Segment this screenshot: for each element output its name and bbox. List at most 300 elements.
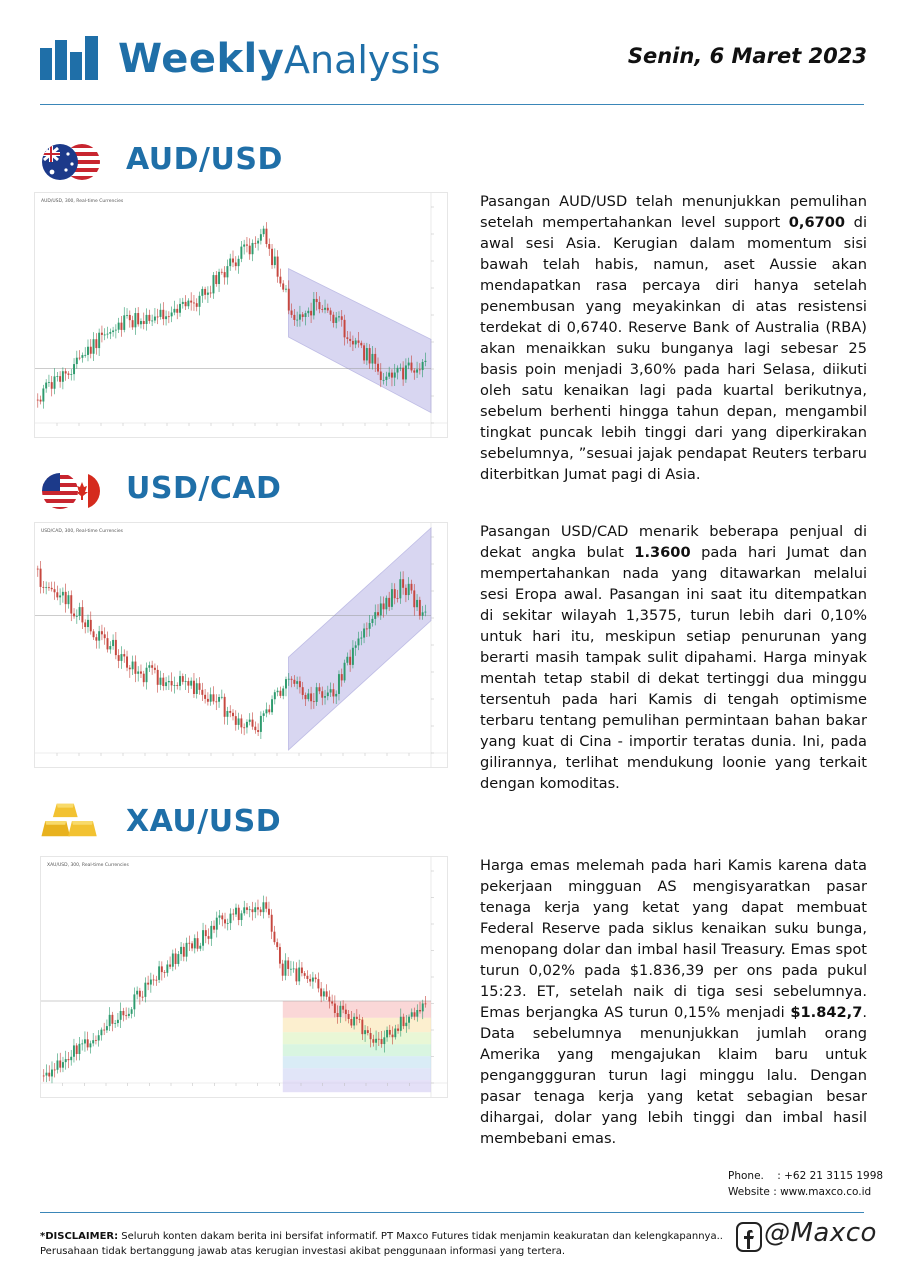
candle-body bbox=[288, 289, 290, 311]
paragraph-text: di awal sesi Asia. Kerugian dalam momentum sisi bawah telah habis, namun, aset Aussie akan mendapatkan rasa percaya diri hanya setelah penembusan yang meyakinkan di atas resistensi terdekat di 0,6740. Reserve Bank of Australia (RBA) akan menaikkan suku bunganya lagi sebesar 25 basis poin menjadi 3,60% pada hari Selasa, diikuti oleh satu kenaikan lagi pada kuartal berikutnya, sebelum berhenti hingga tahun depan, mengambil tingkat puncak lebih tinggi dari yang diperkirakan sebelumnya, ”sesuai jajak pendapat Reuters terbaru diterbitkan Jumat pagi di Asia. bbox=[480, 214, 867, 483]
candle-body bbox=[201, 289, 203, 296]
candle-body bbox=[146, 668, 148, 682]
candle-body bbox=[341, 316, 343, 320]
candle-body bbox=[210, 293, 212, 294]
price-channel bbox=[288, 269, 431, 413]
candle-body bbox=[408, 1017, 410, 1023]
section-title-audusd: AUD/USD bbox=[126, 142, 283, 177]
candle-body bbox=[207, 293, 209, 295]
audusd-analysis-text bbox=[480, 191, 867, 485]
candle-body bbox=[350, 1019, 352, 1025]
candle-body bbox=[73, 364, 75, 374]
candle-body bbox=[377, 364, 379, 372]
candle-body bbox=[123, 315, 125, 330]
us-ca-flag-icon bbox=[40, 471, 102, 511]
chart-caption: AUD/USD, 300, Real-time Currencies bbox=[41, 199, 124, 204]
candle-body bbox=[59, 595, 61, 597]
candle-body bbox=[120, 654, 122, 661]
candle-body bbox=[299, 314, 301, 319]
candle-body bbox=[271, 249, 273, 265]
candle-body bbox=[257, 241, 259, 244]
candle-body bbox=[197, 938, 199, 949]
candle-body bbox=[386, 1030, 388, 1037]
candle-body bbox=[411, 584, 413, 591]
candle-body bbox=[59, 1060, 61, 1067]
candle-body bbox=[369, 623, 371, 629]
candle-body bbox=[153, 980, 155, 981]
candle-body bbox=[310, 693, 312, 701]
disclaimer bbox=[40, 1229, 730, 1259]
candle-body bbox=[358, 340, 360, 342]
candle-body bbox=[227, 923, 229, 924]
candle-body bbox=[101, 631, 103, 634]
candle-body bbox=[188, 943, 190, 944]
candle-body bbox=[204, 695, 206, 699]
report-title-weekly: Weekly bbox=[118, 36, 285, 82]
candle-body bbox=[219, 915, 221, 917]
candle-body bbox=[334, 1004, 336, 1013]
candle-body bbox=[90, 620, 92, 631]
candle-body bbox=[324, 308, 326, 310]
candle-body bbox=[370, 1033, 372, 1039]
candle-body bbox=[344, 663, 346, 681]
candle-body bbox=[328, 997, 330, 1002]
candle-body bbox=[93, 339, 95, 354]
candle-body bbox=[323, 991, 325, 996]
candle-body bbox=[56, 376, 58, 377]
candle-body bbox=[169, 964, 171, 966]
header-divider bbox=[40, 104, 864, 105]
candle-body bbox=[78, 1044, 80, 1054]
website-label: Website bbox=[728, 1186, 770, 1198]
candle-body bbox=[196, 683, 198, 694]
candle-body bbox=[84, 355, 86, 356]
candle-body bbox=[221, 272, 223, 273]
report-title-analysis: Analysis bbox=[284, 38, 441, 82]
candle-body bbox=[190, 301, 192, 303]
candle-body bbox=[221, 697, 223, 698]
candle-body bbox=[312, 978, 314, 982]
candle-body bbox=[232, 914, 234, 915]
candle-body bbox=[134, 662, 136, 674]
candle-body bbox=[144, 983, 146, 997]
candle-body bbox=[107, 638, 109, 649]
candle-body bbox=[151, 321, 153, 322]
candle-body bbox=[363, 345, 365, 360]
candle-body bbox=[46, 1073, 48, 1076]
candle-body bbox=[162, 678, 164, 686]
candle-body bbox=[397, 1029, 399, 1031]
candle-body bbox=[341, 674, 343, 680]
section-title-usdcad: USD/CAD bbox=[126, 471, 282, 506]
candle-body bbox=[408, 584, 410, 595]
candle-body bbox=[353, 1017, 355, 1026]
usdcad-analysis-text bbox=[480, 521, 867, 794]
candle-body bbox=[154, 317, 156, 321]
candle-body bbox=[148, 315, 150, 321]
candle-body bbox=[238, 718, 240, 724]
candle-body bbox=[87, 347, 89, 355]
candle-body bbox=[151, 665, 153, 668]
candle-body bbox=[339, 1006, 341, 1017]
candle-body bbox=[59, 376, 61, 382]
maxco-bars-logo-icon bbox=[40, 36, 98, 80]
candle-body bbox=[332, 689, 334, 696]
candle-body bbox=[79, 607, 81, 616]
disclaimer-label: *DISCLAIMER: bbox=[40, 1231, 119, 1242]
paragraph-text: . Data sebelumnya menunjukkan jumlah orang Amerika yang mengajukan klaim baru untuk penganggguran turun lagi minggu lalu. Dengan pasar tenaga kerja yang ketat sebagian besar dihargai, dolar yang lebih tinggi dan imbal hasil membebani emas. bbox=[480, 1004, 867, 1147]
candle-body bbox=[190, 681, 192, 686]
candle-body bbox=[260, 716, 262, 732]
candle-body bbox=[126, 315, 128, 316]
candle-body bbox=[419, 369, 421, 370]
candle-body bbox=[117, 1020, 119, 1023]
candle-body bbox=[140, 321, 142, 324]
candle-body bbox=[243, 727, 245, 728]
price-channel bbox=[288, 528, 431, 750]
candle-body bbox=[98, 631, 100, 640]
candle-body bbox=[241, 913, 243, 920]
candle-body bbox=[56, 592, 58, 597]
candle-body bbox=[81, 607, 83, 622]
candle-body bbox=[76, 616, 78, 617]
candle-body bbox=[164, 972, 166, 973]
candle-body bbox=[172, 954, 174, 967]
candle-body bbox=[213, 275, 215, 293]
candle-body bbox=[243, 907, 245, 913]
candle-body bbox=[371, 619, 373, 623]
candle-body bbox=[276, 942, 278, 947]
candle-body bbox=[199, 946, 201, 949]
candle-body bbox=[230, 914, 232, 924]
candle-body bbox=[252, 243, 254, 254]
candle-body bbox=[175, 954, 177, 964]
candle-body bbox=[194, 938, 196, 948]
candle-body bbox=[84, 1039, 86, 1043]
candle-body bbox=[171, 681, 173, 685]
candle-body bbox=[87, 620, 89, 627]
candle-body bbox=[405, 365, 407, 379]
phone-value: : +62 21 3115 1998 bbox=[777, 1170, 884, 1182]
candle-body bbox=[326, 991, 328, 996]
candle-body bbox=[120, 323, 122, 330]
candle-body bbox=[128, 1014, 130, 1016]
candle-body bbox=[179, 676, 181, 686]
chart-caption: USD/CAD, 300, Real-time Currencies bbox=[41, 529, 124, 534]
candle-body bbox=[62, 592, 64, 596]
candle-body bbox=[238, 259, 240, 266]
candle-body bbox=[42, 388, 44, 401]
candle-body bbox=[366, 348, 368, 360]
candle-body bbox=[48, 382, 50, 383]
candle-body bbox=[201, 690, 203, 695]
candle-body bbox=[268, 909, 270, 915]
candle-body bbox=[48, 587, 50, 588]
candle-body bbox=[142, 997, 144, 998]
candle-body bbox=[260, 234, 262, 240]
candle-body bbox=[45, 587, 47, 588]
candle-body bbox=[355, 340, 357, 344]
candle-body bbox=[349, 339, 351, 341]
candle-body bbox=[324, 696, 326, 698]
candle-body bbox=[293, 315, 295, 320]
candle-body bbox=[81, 355, 83, 358]
candle-body bbox=[321, 309, 323, 310]
candle-body bbox=[143, 674, 145, 682]
candle-body bbox=[123, 654, 125, 656]
candle-body bbox=[213, 926, 215, 930]
candle-body bbox=[98, 1035, 100, 1040]
candle-body bbox=[106, 1026, 108, 1030]
candle-body bbox=[265, 902, 267, 908]
candle-body bbox=[95, 637, 97, 640]
candle-body bbox=[103, 1030, 105, 1031]
candle-body bbox=[182, 302, 184, 304]
contact-website bbox=[728, 1184, 871, 1200]
candle-body bbox=[76, 358, 78, 364]
candle-body bbox=[413, 590, 415, 607]
candle-body bbox=[187, 681, 189, 686]
candle-body bbox=[414, 1012, 416, 1016]
chart-caption: XAU/USD, 300, Real-time Currencies bbox=[47, 863, 129, 868]
candle-body bbox=[394, 1029, 396, 1038]
candle-body bbox=[193, 681, 195, 694]
candle-body bbox=[40, 400, 42, 402]
candle-body bbox=[391, 589, 393, 607]
candle-body bbox=[155, 980, 157, 981]
candle-body bbox=[366, 629, 368, 630]
candle-body bbox=[277, 691, 279, 692]
candle-body bbox=[361, 1020, 363, 1035]
candle-body bbox=[287, 960, 289, 969]
candle-body bbox=[199, 296, 201, 307]
candle-body bbox=[191, 943, 193, 948]
candle-body bbox=[133, 994, 135, 1009]
candle-body bbox=[405, 588, 407, 595]
candle-body bbox=[196, 303, 198, 307]
candle-body bbox=[352, 341, 354, 344]
candle-body bbox=[45, 383, 47, 389]
candle-body bbox=[335, 694, 337, 696]
candle-body bbox=[109, 1015, 111, 1026]
candle-body bbox=[419, 600, 421, 616]
candle-body bbox=[371, 354, 373, 364]
highlighted-price: 0,6700 bbox=[788, 214, 846, 231]
candle-body bbox=[51, 1070, 53, 1077]
candle-body bbox=[263, 713, 265, 716]
candle-body bbox=[40, 569, 42, 587]
candle-body bbox=[109, 332, 111, 334]
candle-body bbox=[359, 1019, 361, 1020]
candle-body bbox=[369, 348, 371, 363]
candle-body bbox=[332, 315, 334, 323]
candle-body bbox=[388, 598, 390, 607]
phone-label: Phone. bbox=[728, 1170, 764, 1182]
candle-body bbox=[388, 373, 390, 377]
candle-body bbox=[367, 1030, 369, 1033]
candle-body bbox=[210, 926, 212, 939]
candle-body bbox=[100, 1030, 102, 1036]
candle-body bbox=[101, 333, 103, 335]
candle-body bbox=[185, 681, 187, 682]
xauusd-price-chart bbox=[40, 856, 448, 1098]
candle-body bbox=[279, 691, 281, 696]
candle-body bbox=[232, 713, 234, 716]
candle-body bbox=[120, 1011, 122, 1020]
facebook-icon bbox=[736, 1222, 762, 1252]
candle-body bbox=[57, 1060, 59, 1069]
candle-body bbox=[246, 907, 248, 910]
candle-body bbox=[232, 259, 234, 263]
candle-body bbox=[161, 966, 163, 972]
candle-body bbox=[95, 339, 97, 348]
candle-body bbox=[65, 371, 67, 373]
candle-body bbox=[422, 362, 424, 370]
candle-body bbox=[282, 283, 284, 289]
candle-body bbox=[400, 1017, 402, 1031]
candle-body bbox=[98, 333, 100, 348]
candle-body bbox=[136, 991, 138, 995]
candle-body bbox=[243, 244, 245, 246]
candle-body bbox=[318, 302, 320, 309]
candle-body bbox=[235, 908, 237, 915]
candle-body bbox=[54, 1070, 56, 1071]
candle-body bbox=[168, 681, 170, 682]
report-date: Senin, 6 Maret 2023 bbox=[627, 44, 867, 68]
candle-body bbox=[291, 311, 293, 315]
candle-body bbox=[422, 1003, 424, 1011]
candle-body bbox=[381, 1039, 383, 1044]
candle-body bbox=[148, 665, 150, 667]
candle-body bbox=[320, 988, 322, 996]
candle-body bbox=[363, 629, 365, 638]
candle-body bbox=[380, 603, 382, 615]
candle-body bbox=[331, 1002, 333, 1004]
candle-body bbox=[122, 1011, 124, 1015]
candle-body bbox=[157, 670, 159, 685]
paragraph-text: pada hari Jumat dan mempertahankan nada yang ditawarkan melalui sesi Eropa awal. Pasangan ini saat itu ditempatkan di sekitar wilayah 1,3575, turun lebih dari 0,10% untuk hari itu, meskipun setiap penurunan yang berarti masih tampak sulit dipahami. Harga minyak mentah tetap stabil di dekat tertinggi dua minggu tersentuh pada hari Kamis di tengah optimisme terbaru tentang pemulihan permintaan bahan bakar yang kuat di Cina - importir teratas dunia. Ini, pada gilirannya, terlihat mendukung loonie yang terkait dengan komoditas. bbox=[480, 544, 867, 792]
candle-body bbox=[260, 910, 262, 913]
candle-body bbox=[383, 603, 385, 609]
candle-body bbox=[104, 335, 106, 336]
candle-body bbox=[293, 968, 295, 969]
candle-body bbox=[62, 371, 64, 382]
candle-body bbox=[229, 259, 231, 267]
candle-body bbox=[218, 272, 220, 284]
candle-body bbox=[397, 598, 399, 599]
candle-body bbox=[168, 316, 170, 317]
candle-body bbox=[402, 579, 404, 588]
candle-body bbox=[345, 1010, 347, 1014]
candle-body bbox=[224, 919, 226, 923]
candle-body bbox=[282, 964, 284, 976]
candle-body bbox=[405, 1023, 407, 1026]
candle-body bbox=[265, 709, 267, 713]
candle-body bbox=[392, 1035, 394, 1038]
candle-body bbox=[73, 1045, 75, 1056]
candle-body bbox=[115, 640, 117, 655]
candle-body bbox=[271, 699, 273, 712]
candle-body bbox=[176, 685, 178, 686]
contact-phone bbox=[728, 1168, 883, 1184]
candle-body bbox=[70, 374, 72, 375]
candle-body bbox=[112, 640, 114, 646]
candle-body bbox=[374, 354, 376, 364]
website-value: : www.maxco.co.id bbox=[773, 1186, 872, 1198]
candle-body bbox=[204, 289, 206, 295]
candle-body bbox=[157, 317, 159, 318]
candle-body bbox=[413, 370, 415, 372]
candle-body bbox=[48, 1073, 50, 1077]
candle-body bbox=[185, 302, 187, 306]
fib-zone bbox=[283, 1080, 431, 1092]
candle-body bbox=[399, 368, 401, 369]
candle-body bbox=[385, 377, 387, 380]
candle-body bbox=[263, 902, 265, 912]
gold-bars-icon bbox=[40, 800, 102, 840]
candle-body bbox=[137, 313, 139, 324]
candle-body bbox=[187, 301, 189, 307]
paragraph-text: Pasangan AUD/USD telah menunjukkan pemulihan setelah mempertahankan level support bbox=[480, 193, 867, 231]
candle-body bbox=[182, 676, 184, 682]
candle-body bbox=[279, 277, 281, 284]
candle-body bbox=[315, 978, 317, 980]
candle-body bbox=[295, 968, 297, 981]
candle-body bbox=[358, 639, 360, 646]
candle-body bbox=[364, 1030, 366, 1034]
candle-body bbox=[327, 308, 329, 311]
candle-body bbox=[330, 689, 332, 692]
au-us-flag-icon bbox=[40, 142, 102, 182]
candle-body bbox=[238, 908, 240, 920]
candle-body bbox=[107, 334, 109, 335]
candle-body bbox=[306, 976, 308, 979]
candle-body bbox=[394, 373, 396, 378]
candle-body bbox=[205, 930, 207, 936]
candle-body bbox=[226, 711, 228, 717]
fib-zone bbox=[283, 1032, 431, 1044]
candle-body bbox=[229, 711, 231, 713]
candle-body bbox=[293, 680, 295, 684]
candle-body bbox=[90, 347, 92, 354]
candle-body bbox=[268, 709, 270, 712]
candle-body bbox=[416, 1010, 418, 1017]
candle-body bbox=[356, 1017, 358, 1019]
candle-body bbox=[131, 1009, 133, 1014]
candle-body bbox=[76, 1045, 78, 1054]
candle-body bbox=[348, 1014, 350, 1019]
usdcad-price-chart bbox=[34, 522, 448, 768]
candle-body bbox=[416, 600, 418, 607]
candle-body bbox=[385, 598, 387, 609]
candle-body bbox=[218, 697, 220, 702]
candle-body bbox=[104, 634, 106, 638]
candle-body bbox=[235, 262, 237, 266]
candle-body bbox=[254, 907, 256, 912]
candle-body bbox=[335, 317, 337, 323]
candle-body bbox=[186, 943, 188, 957]
candle-body bbox=[70, 1057, 72, 1060]
candle-body bbox=[240, 718, 242, 727]
candle-body bbox=[344, 320, 346, 337]
candle-body bbox=[54, 589, 56, 592]
candle-body bbox=[208, 936, 210, 939]
candle-body bbox=[375, 1039, 377, 1043]
candle-body bbox=[397, 368, 399, 373]
candle-body bbox=[132, 320, 134, 327]
candle-body bbox=[313, 299, 315, 315]
candle-body bbox=[79, 358, 81, 359]
